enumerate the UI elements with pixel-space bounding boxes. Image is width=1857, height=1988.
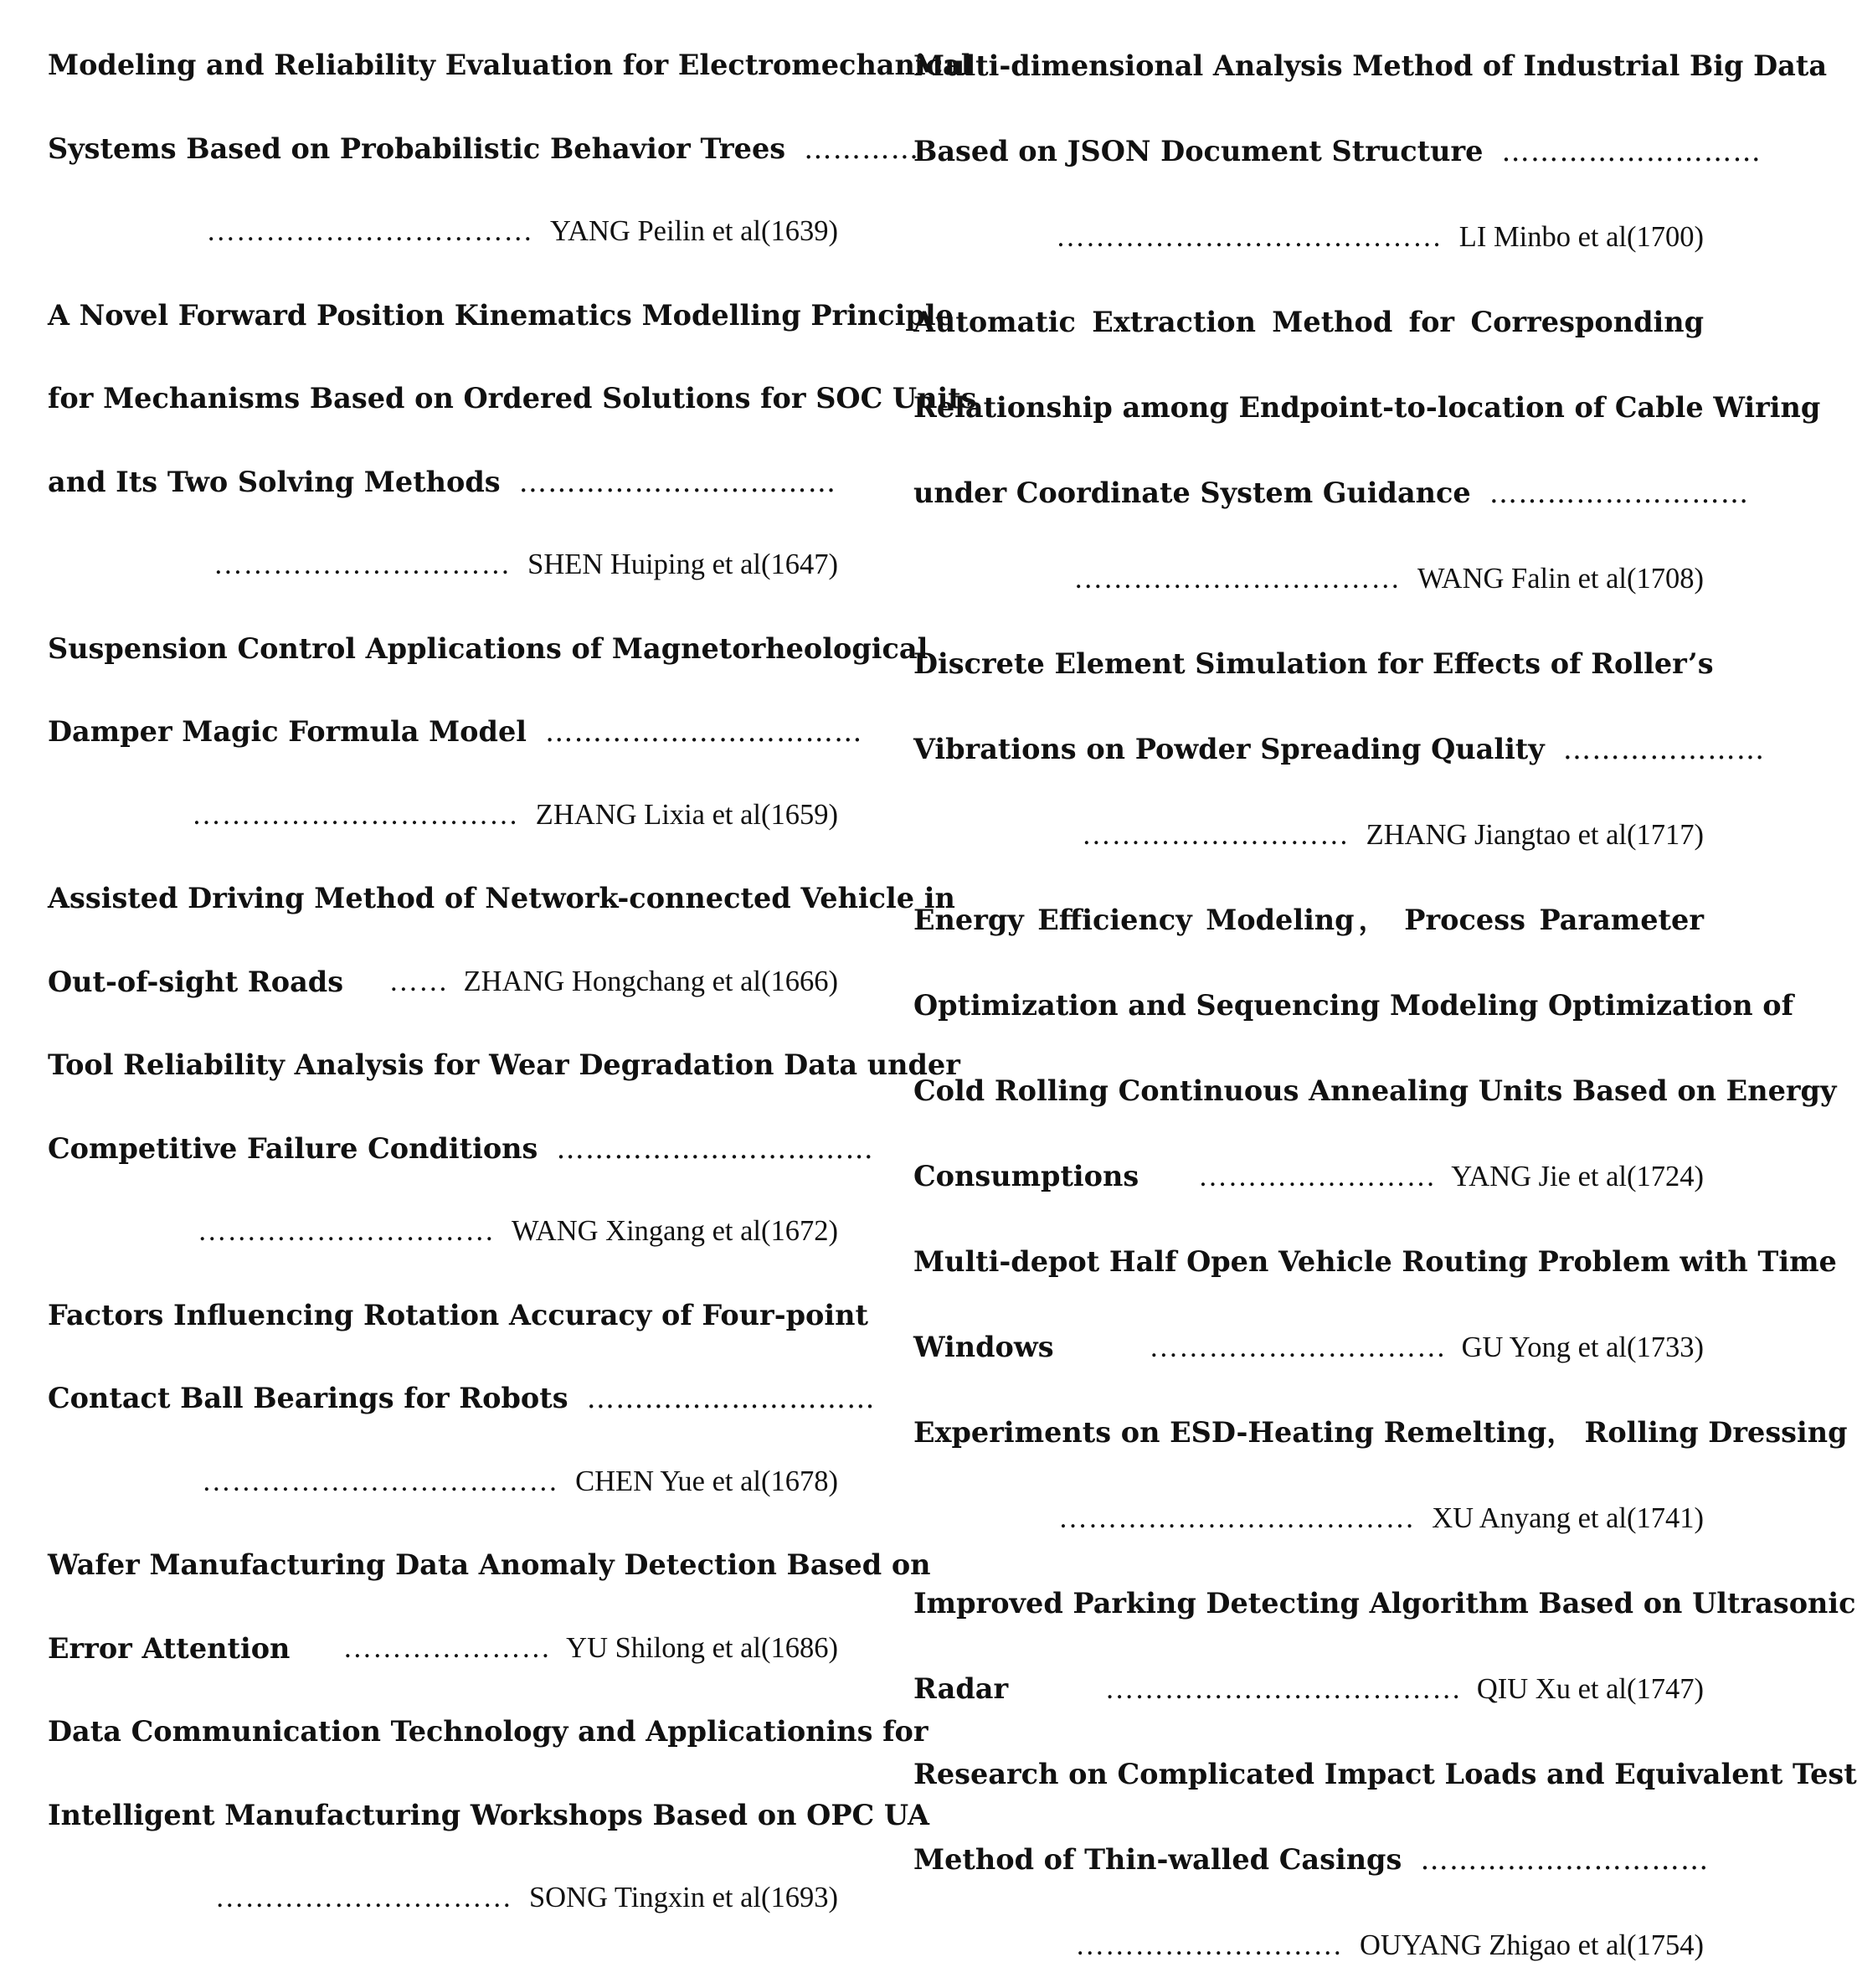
toc-entry-title-line bbox=[48, 1774, 930, 1857]
toc-entry-title-line bbox=[913, 1219, 1837, 1305]
entry-title-text: for Mechanisms Based on Ordered Solutions for SOC Units bbox=[48, 382, 977, 415]
toc-entry-title-line bbox=[48, 1274, 868, 1357]
toc-entry-title-line bbox=[913, 451, 1750, 536]
toc-entry-title-line bbox=[913, 1561, 1856, 1646]
toc-entry-title-line bbox=[48, 690, 863, 774]
dot-leader: …………………………… bbox=[556, 1131, 874, 1165]
toc-entry-title-line bbox=[913, 1732, 1857, 1817]
entry-author-page bbox=[48, 523, 838, 607]
toc-entry[interactable] bbox=[48, 23, 972, 274]
entry-author-text: WANG Falin et al(1708) bbox=[1417, 563, 1704, 595]
toc-entry[interactable] bbox=[913, 1390, 1848, 1561]
toc-entry-title-line bbox=[913, 280, 1704, 365]
dot-leader: ……………………… bbox=[1075, 1929, 1343, 1961]
entry-author-text: WANG Xingang et al(1672) bbox=[512, 1215, 838, 1247]
entry-title-text: Improved Parking Detecting Algorithm Based on Ultrasonic bbox=[913, 1587, 1856, 1620]
toc-entry-title-line bbox=[913, 707, 1766, 792]
entry-author-page bbox=[1150, 1305, 1704, 1390]
toc-entry[interactable] bbox=[913, 878, 1837, 1219]
toc-entry-title-line bbox=[48, 23, 972, 107]
toc-entry-title-line bbox=[48, 107, 920, 191]
entry-title-text: Research on Complicated Impact Loads and Equivalent Test bbox=[913, 1758, 1857, 1790]
entry-author-page bbox=[389, 940, 838, 1024]
entry-title-text: under Coordinate System Guidance bbox=[913, 476, 1471, 509]
dot-leader: ………………… bbox=[1562, 733, 1766, 765]
entry-author-text: SONG Tingxin et al(1693) bbox=[529, 1882, 838, 1913]
toc-right-column bbox=[913, 23, 1857, 1988]
dot-leader: …………………………… bbox=[206, 215, 533, 247]
entry-author-page bbox=[48, 1857, 838, 1940]
toc-entry-title-line bbox=[48, 1357, 876, 1440]
toc-entry-title-line bbox=[913, 1817, 1710, 1903]
entry-author-page bbox=[913, 792, 1704, 878]
toc-entry[interactable] bbox=[48, 607, 928, 858]
entry-title-text: Consumptions bbox=[913, 1160, 1139, 1192]
dot-leader: ………………………… bbox=[215, 1882, 512, 1913]
dot-leader: ………………………… bbox=[586, 1382, 876, 1414]
entry-author-page bbox=[48, 1190, 838, 1274]
entry-title-text: Based on JSON Document Structure bbox=[913, 135, 1484, 167]
entry-author-text: SHEN Huiping et al(1647) bbox=[527, 549, 838, 580]
toc-entry[interactable] bbox=[48, 1274, 876, 1524]
entry-title-text: Out-of-sight Roads bbox=[48, 965, 344, 998]
entry-title-text: A Novel Forward Position Kinematics Modelling Principle bbox=[48, 298, 954, 332]
toc-entry-title-line bbox=[913, 109, 1762, 194]
entry-author-text: XU Anyang et al(1741) bbox=[1432, 1502, 1704, 1534]
entry-title-text: Factors Influencing Rotation Accuracy of Four-point bbox=[48, 1298, 868, 1331]
entry-author-page bbox=[913, 194, 1704, 280]
dot-leader: ……………………………… bbox=[202, 1465, 559, 1497]
entry-title-text: Error Attention bbox=[48, 1631, 291, 1665]
entry-author-text: OUYANG Zhigao et al(1754) bbox=[1359, 1929, 1704, 1961]
entry-author-page bbox=[48, 190, 838, 274]
dot-leader: …………………………… bbox=[545, 715, 863, 748]
dot-leader: ………… bbox=[804, 131, 920, 165]
toc-entry[interactable] bbox=[48, 1690, 930, 1940]
entry-author-text: ZHANG Lixia et al(1659) bbox=[535, 798, 838, 831]
toc-entry[interactable] bbox=[913, 1561, 1856, 1732]
toc-entry-title-line bbox=[913, 621, 1714, 707]
toc-entry-title-line bbox=[913, 1305, 1704, 1390]
entry-title-text: Radar bbox=[913, 1672, 1009, 1705]
toc-entry-title-line bbox=[48, 274, 954, 358]
dot-leader: …………………………… bbox=[192, 798, 519, 831]
toc-entry-title-line bbox=[48, 1607, 838, 1691]
entry-title-text: Discrete Element Simulation for Effects of Roller’s bbox=[913, 647, 1714, 680]
toc-entry-title-line bbox=[48, 1023, 960, 1107]
dot-leader: ……………………… bbox=[1082, 819, 1350, 851]
toc-entry[interactable] bbox=[48, 274, 977, 607]
toc-entry-title-line bbox=[48, 440, 838, 524]
entry-title-text: Wafer Manufacturing Data Anomaly Detection Based on bbox=[48, 1548, 931, 1581]
dot-leader: ……………………… bbox=[1501, 135, 1762, 167]
entry-author-page bbox=[48, 774, 838, 858]
entry-author-text: GU Yong et al(1733) bbox=[1461, 1331, 1704, 1363]
entry-author-text: CHEN Yue et al(1678) bbox=[575, 1465, 838, 1497]
entry-title-text: Optimization and Sequencing Modeling Optimization of bbox=[913, 989, 1794, 1022]
toc-entry[interactable] bbox=[48, 1523, 931, 1690]
entry-title-text: Relationship among Endpoint-to-location of Cable Wiring bbox=[913, 391, 1821, 424]
dot-leader: ……………………………… bbox=[1058, 1502, 1416, 1534]
entry-author-page bbox=[48, 1440, 838, 1524]
entry-author-page bbox=[343, 1607, 838, 1691]
toc-entry-title-line bbox=[48, 357, 977, 440]
entry-title-text: Tool Reliability Analysis for Wear Degradation Data under bbox=[48, 1048, 960, 1081]
entry-title-text: Cold Rolling Continuous Annealing Units Based on Energy bbox=[913, 1074, 1837, 1107]
entry-title-text: Systems Based on Probabilistic Behavior Trees bbox=[48, 131, 786, 165]
toc-entry[interactable] bbox=[48, 857, 955, 1023]
entry-author-text: LI Minbo et al(1700) bbox=[1458, 221, 1704, 253]
entry-title-text: Energy Efficiency Modeling， Process Parameter bbox=[913, 904, 1704, 936]
entry-author-text: YANG Peilin et al(1639) bbox=[550, 215, 838, 247]
entry-author-page bbox=[913, 1903, 1704, 1988]
toc-entry-title-line bbox=[48, 1523, 931, 1607]
entry-title-text: Multi-depot Half Open Vehicle Routing Problem with Time bbox=[913, 1245, 1837, 1278]
toc-entry[interactable] bbox=[913, 621, 1766, 878]
entry-author-text: ZHANG Hongchang et al(1666) bbox=[463, 965, 838, 997]
toc-entry-title-line bbox=[913, 878, 1704, 963]
dot-leader: ………………………… bbox=[1420, 1843, 1710, 1876]
toc-entry[interactable] bbox=[913, 1219, 1837, 1390]
toc-entry[interactable] bbox=[913, 280, 1821, 621]
toc-entry-title-line bbox=[913, 1646, 1704, 1732]
entry-author-page bbox=[913, 1476, 1704, 1561]
entry-author-text: ZHANG Jiangtao et al(1717) bbox=[1366, 819, 1704, 851]
dot-leader: ……………………… bbox=[1489, 476, 1750, 509]
entry-title-text: Competitive Failure Conditions bbox=[48, 1131, 538, 1165]
entry-author-text: YANG Jie et al(1724) bbox=[1451, 1161, 1704, 1192]
toc-entry-title-line bbox=[48, 857, 955, 940]
toc-entry[interactable] bbox=[913, 23, 1828, 280]
toc-entry-title-line bbox=[48, 940, 838, 1024]
dot-leader: ………………………………… bbox=[1056, 221, 1443, 253]
entry-author-page bbox=[1198, 1134, 1704, 1219]
entry-title-text: Assisted Driving Method of Network-connected Vehicle in bbox=[48, 882, 955, 914]
entry-title-text: Windows bbox=[913, 1331, 1054, 1363]
dot-leader: ………………………… bbox=[213, 549, 512, 580]
dot-leader: ………………… bbox=[342, 1631, 552, 1664]
dot-leader: ……………………………… bbox=[1104, 1673, 1462, 1705]
toc-entry-title-line bbox=[48, 1690, 928, 1774]
entry-title-text: and Its Two Solving Methods bbox=[48, 465, 501, 498]
dot-leader: …………………………… bbox=[518, 465, 837, 498]
entry-title-text: Vibrations on Powder Spreading Quality bbox=[913, 733, 1545, 765]
entry-title-text: Suspension Control Applications of Magnetorheological bbox=[48, 631, 928, 665]
toc-entry-title-line bbox=[48, 607, 928, 691]
dot-leader: …………………………… bbox=[1073, 563, 1401, 595]
entry-title-text: Automatic Extraction Method for Corresponding bbox=[913, 306, 1704, 338]
entry-title-text: Method of Thin-walled Casings bbox=[913, 1843, 1402, 1876]
toc-entry-title-line bbox=[913, 963, 1794, 1048]
toc-entry[interactable] bbox=[48, 1023, 960, 1274]
entry-title-text: Intelligent Manufacturing Workshops Based on OPC UA bbox=[48, 1798, 930, 1831]
entry-title-text: Multi-dimensional Analysis Method of Industrial Big Data bbox=[913, 49, 1828, 82]
toc-entry-title-line bbox=[913, 1390, 1848, 1476]
entry-title-text: Modeling and Reliability Evaluation for Electromechanical bbox=[48, 49, 972, 81]
entry-title-text: Experiments on ESD-Heating Remelting， Rolling Dressing bbox=[913, 1416, 1848, 1449]
toc-entry-title-line bbox=[48, 1107, 874, 1191]
toc-entry-title-line bbox=[913, 23, 1828, 109]
entry-author-text: YU Shilong et al(1686) bbox=[566, 1631, 838, 1664]
dot-leader: ………………………… bbox=[198, 1215, 496, 1247]
dot-leader: …………………… bbox=[1198, 1161, 1437, 1192]
entry-author-page bbox=[1105, 1646, 1704, 1732]
entry-title-text: Contact Ball Bearings for Robots bbox=[48, 1382, 568, 1414]
toc-entry-title-line bbox=[913, 365, 1821, 451]
toc-entry-title-line bbox=[913, 1134, 1704, 1219]
entry-title-text: Data Communication Technology and Applicationins for bbox=[48, 1715, 928, 1748]
dot-leader: …… bbox=[388, 965, 449, 997]
entry-author-page bbox=[913, 536, 1704, 621]
toc-entry-title-line bbox=[913, 1048, 1837, 1134]
entry-author-text: QIU Xu et al(1747) bbox=[1476, 1673, 1704, 1705]
dot-leader: ………………………… bbox=[1149, 1331, 1447, 1363]
toc-entry[interactable] bbox=[913, 1732, 1857, 1988]
entry-title-text: Damper Magic Formula Model bbox=[48, 715, 527, 748]
